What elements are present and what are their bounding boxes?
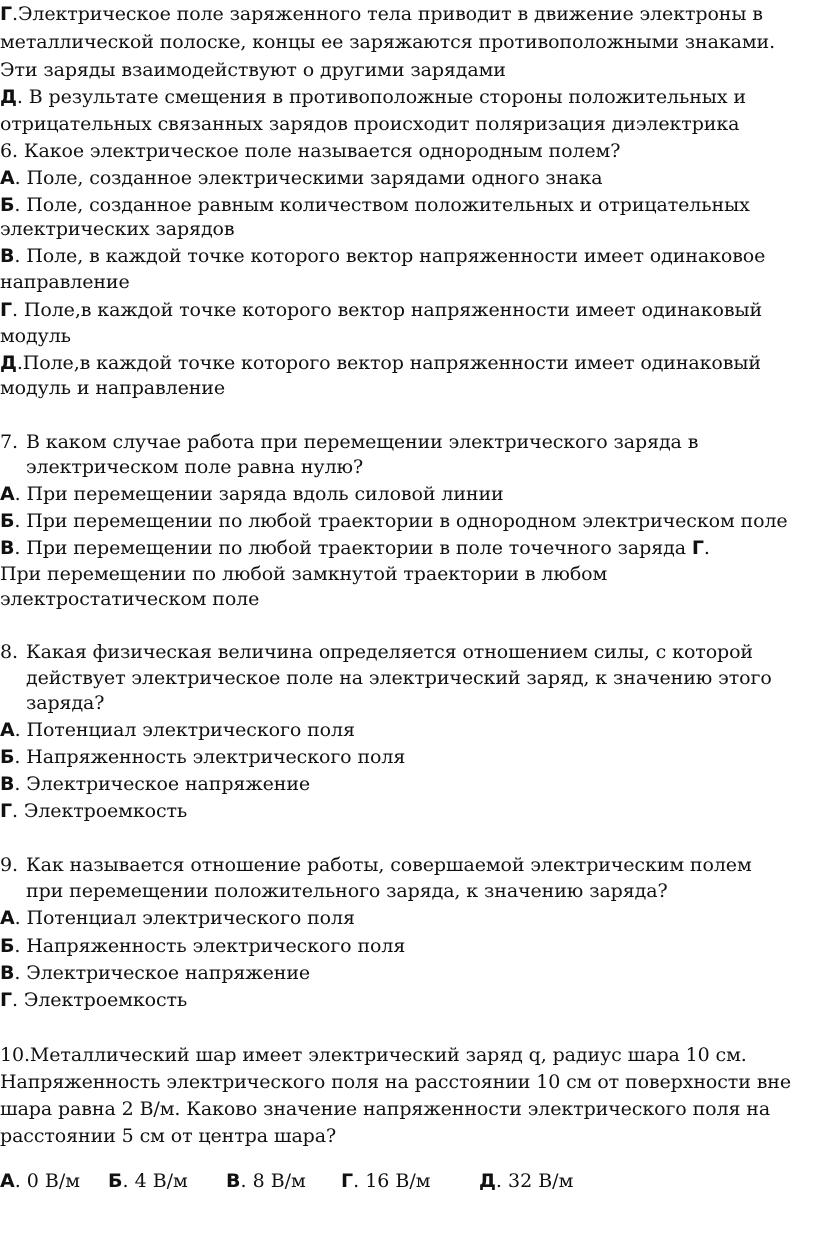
q8-option-a [0,718,812,742]
q10-line-4: расстоянии 5 см от центра шара? [0,1125,337,1147]
q9-number: 9. [0,854,18,876]
option-letter: Д [479,1170,496,1192]
text-span: . При перемещении по любой траектории в поле точечного заряда [14,537,692,559]
text-span: . Электроемкость [12,989,188,1011]
q10-line-1: 10.Металлический шар имеет электрический заряд q, радиус шара 10 см. [0,1044,747,1066]
q7-option-g-line-1: При перемещении по любой замкнутой траектории в любом [0,563,608,585]
option-letter: В [0,537,15,559]
option-letter: Г [0,989,13,1011]
q6-question: 6. Какое электрическое поле называется однородным полем? [0,140,621,162]
q6-option-a [0,166,812,190]
option-letter: Б [0,510,15,532]
q8-question-line-1: Какая физическая величина определяется отношением силы, с которой [26,641,753,663]
q6-option-g-cont: модуль [0,325,71,347]
option-letter: Г [0,299,13,321]
fragment-d-line-1 [0,85,812,109]
fragment-d-line-2: отрицательных связанных зарядов происходит поляризация диэлектрика [0,113,740,135]
text-span: . 16 В/м [353,1170,431,1192]
text-span: . 0 В/м [14,1170,81,1192]
q6-option-v [0,244,812,268]
q10-line-3: шара равна 2 В/м. Каково значение напряженности электрического поля на [0,1098,771,1120]
option-letter: Б [108,1170,123,1192]
q7-question-line-1: В каком случае работа при перемещении электрического заряда в [26,431,699,453]
text-span: . [703,537,710,559]
text-span: . Поле, в каждой точке которого вектор напряженности имеет одинаковое [14,245,766,267]
q9-option-g [0,988,812,1012]
text-span: . Электроемкость [12,800,188,822]
text-span: . 8 В/м [240,1170,306,1192]
text-span: . В результате смещения в противоположные стороны положительных и [16,86,746,108]
option-letter: В [0,773,15,795]
q8-option-g [0,799,812,823]
q9-question-line-1: Как называется отношение работы, совершаемой электрическим полем [26,854,752,876]
option-letter: В [226,1170,241,1192]
fragment-g-line-1 [0,2,812,26]
option-letter: Г [0,3,13,25]
q6-option-g [0,298,812,322]
option-letter: А [0,1170,15,1192]
q9-option-v [0,961,812,985]
q10-option-v [226,1169,306,1193]
option-letter: Г [0,800,13,822]
text-span: . Потенциал электрического поля [14,907,355,929]
q8-option-b [0,745,812,769]
q10-option-b [108,1169,188,1193]
q6-option-b [0,193,812,217]
option-letter: А [0,167,15,189]
q6-option-b-cont: электрических зарядов [0,218,235,240]
option-letter: А [0,719,15,741]
option-letter: Г [341,1170,354,1192]
option-letter: Д [0,86,17,108]
q6-option-v-cont: направление [0,271,130,293]
q10-option-g [341,1169,431,1193]
q6-option-d [0,351,812,375]
q7-option-a [0,482,812,506]
q7-option-v [0,536,812,560]
text-span: . Поле,в каждой точке которого вектор напряженности имеет одинаковый [12,299,763,321]
fragment-g-line-2: металлической полоске, концы ее заряжаются противоположными знаками. [0,31,776,53]
text-span: . 4 В/м [122,1170,188,1192]
q9-option-b [0,934,812,958]
text-span: . При перемещении по любой траектории в однородном электрическом поле [14,510,788,532]
text-span: . При перемещении заряда вдоль силовой линии [14,483,504,505]
text-span: .Электрическое поле заряженного тела приводит в движение электроны в [12,3,763,25]
text-span: . Напряженность электрического поля [14,746,406,768]
q10-option-a [0,1169,80,1193]
option-letter: Б [0,746,15,768]
q9-option-a [0,906,812,930]
text-span: .Поле,в каждой точке которого вектор напряженности имеет одинаковый [16,352,761,374]
option-letter: А [0,907,15,929]
fragment-g-line-3: Эти заряды взаимодействуют о другими зарядами [0,59,506,81]
q8-question-line-2: действует электрическое поле на электрический заряд, к значению этого [26,667,772,689]
q7-option-g-letter: Г [691,537,704,559]
q8-option-v [0,772,812,796]
q10-option-d [479,1169,573,1193]
text-span: . Поле, созданное равным количеством положительных и отрицательных [14,194,750,216]
q7-question-line-2: электрическом поле равна нулю? [26,456,364,478]
q8-number: 8. [0,641,18,663]
option-letter: А [0,483,15,505]
q6-option-d-cont: модуль и направление [0,377,225,399]
option-letter: Б [0,935,15,957]
fragment-g-line-1-text [0,2,763,26]
text-span: . 32 В/м [495,1170,574,1192]
q7-option-b [0,509,812,533]
option-letter: Б [0,194,15,216]
q9-question-line-2: при перемещении положительного заряда, к значению заряда? [26,880,668,902]
q10-line-2: Напряженность электрического поля на расстоянии 10 см от поверхности вне [0,1071,792,1093]
q7-number: 7. [0,431,18,453]
text-span: . Электрическое напряжение [14,962,311,984]
q7-option-g-line-2: электростатическом поле [0,588,260,610]
q8-question-line-3: заряда? [26,692,105,714]
option-letter: Д [0,352,17,374]
text-span: . Потенциал электрического поля [14,719,355,741]
option-letter: В [0,245,15,267]
option-letter: В [0,962,15,984]
text-span: . Электрическое напряжение [14,773,311,795]
text-span: . Поле, созданное электрическими зарядами одного знака [14,167,603,189]
text-span: . Напряженность электрического поля [14,935,406,957]
